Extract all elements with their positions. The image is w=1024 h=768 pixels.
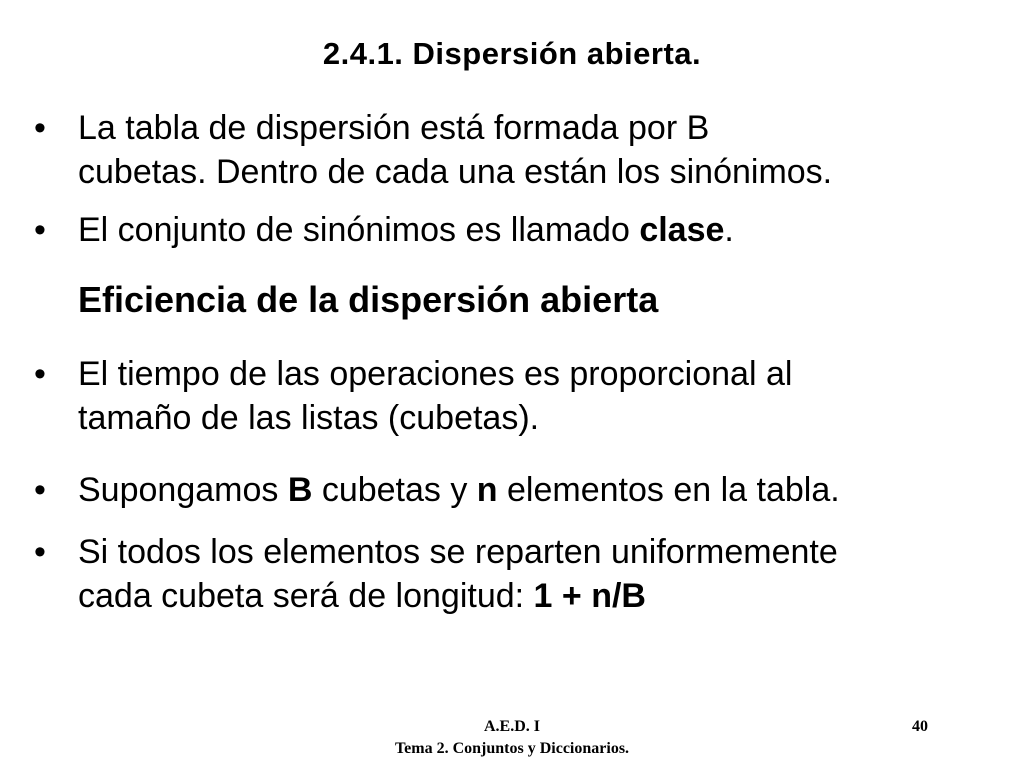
bullet-marker: •	[34, 109, 46, 147]
bullet-text-plain: Supongamos	[78, 471, 288, 509]
formula-text: 1 + n/B	[533, 577, 646, 615]
bullet-marker: •	[34, 211, 46, 249]
bullet-line: El tiempo de las operaciones es proporcional al	[78, 355, 793, 393]
bullet-text	[78, 530, 998, 618]
footer-topic: Tema 2. Conjuntos y Diccionarios.	[394, 740, 630, 757]
bullet-text	[78, 106, 998, 194]
bullet-marker: •	[34, 355, 46, 393]
page-number: 40	[912, 718, 928, 735]
bullet-text	[78, 352, 998, 440]
bullet-line: La tabla de dispersión está formada por B	[78, 109, 710, 147]
bullet-text-bold: n	[476, 471, 498, 509]
bullet-text-plain: cubetas y	[312, 471, 477, 509]
bullet-text-plain: elementos en la tabla.	[497, 471, 840, 509]
bullet-marker: •	[34, 533, 46, 571]
bullet-line: tamaño de las listas (cubetas).	[78, 399, 540, 437]
bullet-marker: •	[34, 471, 46, 509]
bullet-text-plain: cada cubeta será de longitud:	[78, 577, 534, 615]
bullet-text-plain: El conjunto de sinónimos es llamado	[78, 211, 640, 249]
bullet-text	[78, 468, 998, 512]
section-subheading: Eficiencia de la dispersión abierta	[78, 279, 659, 320]
bullet-line: Si todos los elementos se reparten uniformemente	[78, 533, 838, 571]
bullet-text-bold: clase	[639, 211, 725, 249]
bullet-text-plain: .	[724, 211, 734, 249]
bullet-line: cubetas. Dentro de cada una están los sinónimos.	[78, 153, 833, 191]
footer-course: A.E.D. I	[483, 718, 540, 735]
bullet-text-bold: B	[287, 471, 313, 509]
slide-title: 2.4.1. Dispersión abierta.	[322, 36, 702, 71]
bullet-text	[78, 208, 998, 252]
